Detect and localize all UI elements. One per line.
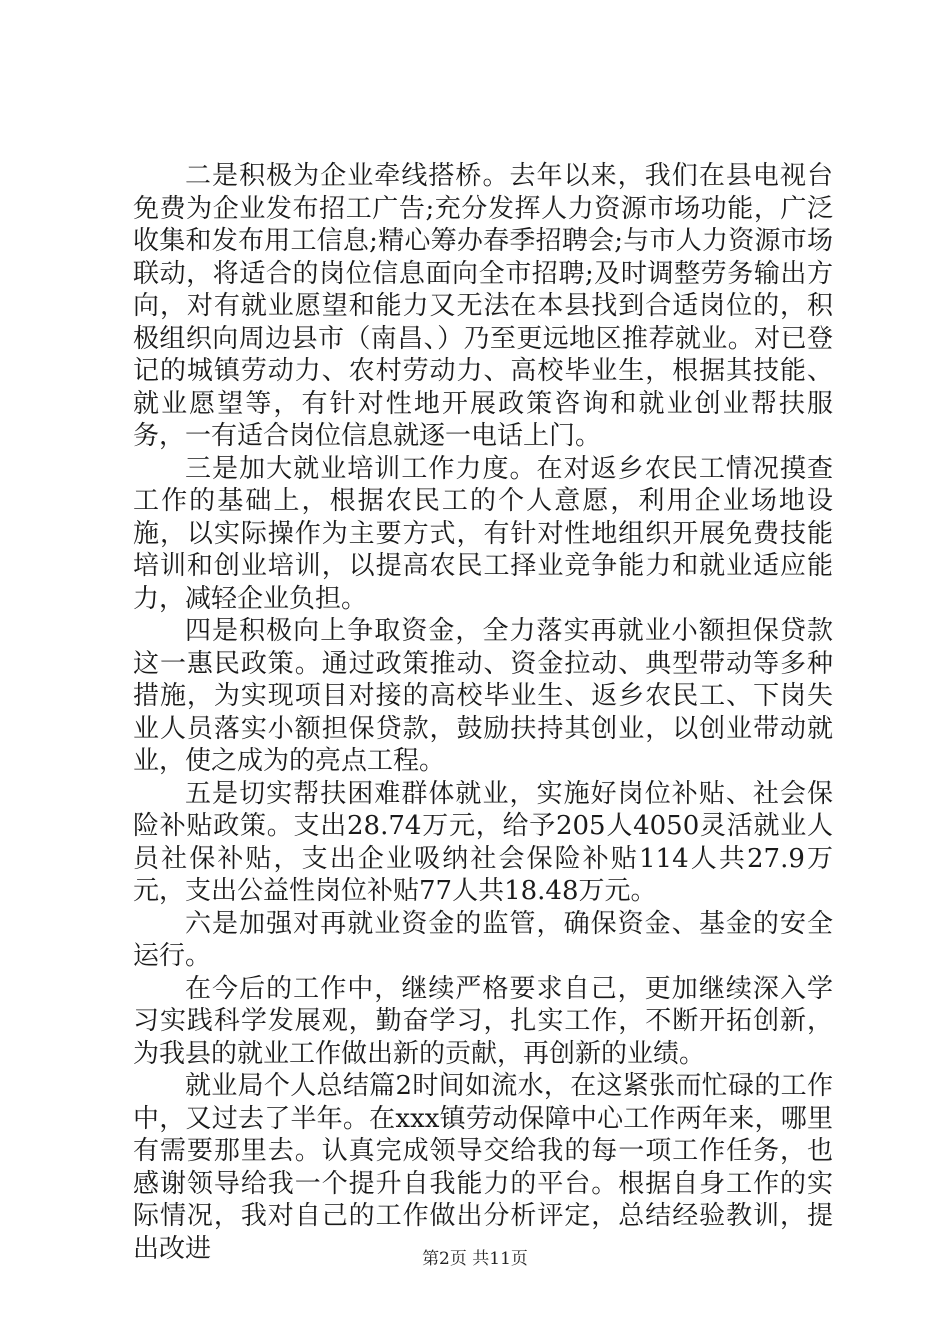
document-body [133,160,833,1265]
paragraph: 在今后的工作中，继续严格要求自己，更加继续深入学习实践科学发展观，勤奋学习，扎实工作，不断开拓创新，为我县的就业工作做出新的贡献，再创新的业绩。 [133,973,833,1069]
paragraph: 三是加大就业培训工作力度。在对返乡农民工情况摸查工作的基础上，根据农民工的个人意愿，利用企业场地设施，以实际操作为主要方式，有针对性地组织开展免费技能培训和创业培训，以提高农民工择业竞争能力和就业适应能力，减轻企业负担。 [133,453,833,614]
paragraph: 五是切实帮扶困难群体就业，实施好岗位补贴、社会保险补贴政策。支出28.74万元，给予205人4050灵活就业人员社保补贴，支出企业吸纳社会保险补贴114人共27.9万元，支出公益性岗位补贴77人共18.48万元。 [133,778,833,906]
page-number-footer: 第2页 共11页 [422,1249,528,1269]
paragraph: 就业局个人总结篇2时间如流水，在这紧张而忙碌的工作中，又过去了半年。在xxx镇劳动保障中心工作两年来，哪里有需要那里去。认真完成领导交给我的每一项工作任务，也感谢领导给我一个提升自我能力的平台。根据自身工作的实际情况，我对自己的工作做出分析评定，总结经验教训，提出改进 [133,1071,833,1264]
paragraph: 二是积极为企业牵线搭桥。去年以来，我们在县电视台免费为企业发布招工广告;充分发挥人力资源市场功能，广泛收集和发布用工信息;精心筹办春季招聘会;与市人力资源市场联动，将适合的岗位信息面向全市招聘;及时调整劳务输出方向，对有就业愿望和能力又无法在本县找到合适岗位的，积极组织向周边县市（南昌、）乃至更远地区推荐就业。对已登记的城镇劳动力、农村劳动力、高校毕业生，根据其技能、就业愿望等，有针对性地开展政策咨询和就业创业帮扶服务，一有适合岗位信息就逐一电话上门。 [133,161,833,451]
paragraph: 四是积极向上争取资金，全力落实再就业小额担保贷款这一惠民政策。通过政策推动、资金拉动、典型带动等多种措施，为实现项目对接的高校毕业生、返乡农民工、下岗失业人员落实小额担保贷款，鼓励扶持其创业，以创业带动就业，使之成为的亮点工程。 [133,616,833,776]
paragraph: 六是加强对再就业资金的监管，确保资金、基金的安全运行。 [133,908,833,971]
